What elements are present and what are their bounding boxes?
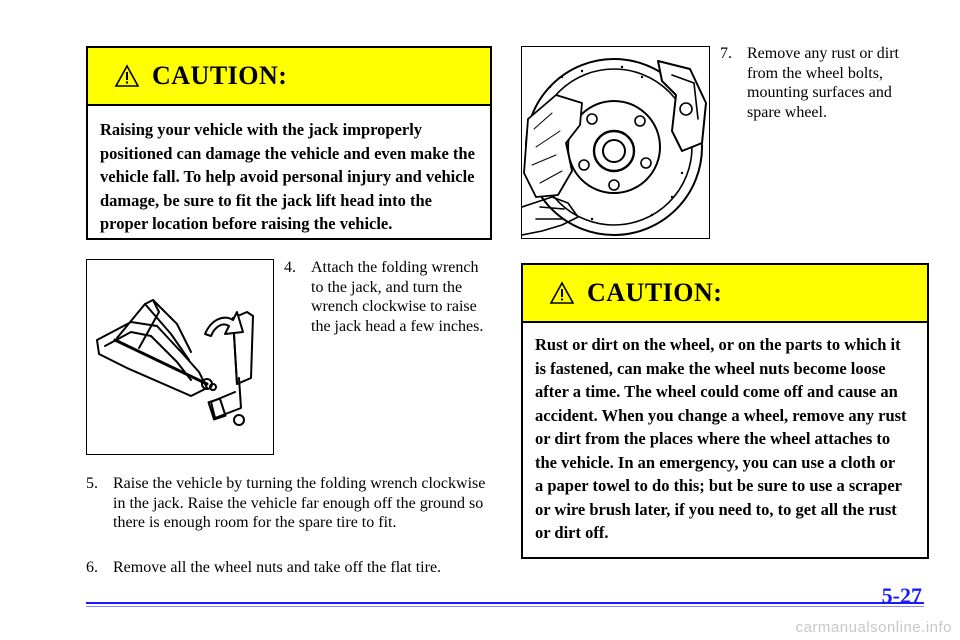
step-number: 7. xyxy=(720,45,732,62)
step-number: 5. xyxy=(86,475,98,492)
step-text: Attach the folding wrench to the jack, and turn the wrench clockwise to raise the jack head a few inches. xyxy=(311,259,484,335)
jack-wrench-drawing xyxy=(87,260,273,454)
hub-cleaning-drawing xyxy=(522,47,709,238)
caution-box-jack xyxy=(86,46,492,240)
caution-box-rust xyxy=(521,263,929,559)
warning-triangle-icon xyxy=(549,281,575,305)
footer-rule xyxy=(86,602,924,604)
step-5 xyxy=(86,474,496,533)
step-4 xyxy=(284,258,484,336)
watermark: carmanualsonline.info xyxy=(795,619,952,636)
caution-text: Raising your vehicle with the jack improperly positioned can damage the vehicle and even make the vehicle fall. To help avoid personal injury and vehicle damage, be sure to fit the jack lift head into the proper location before raising the vehicle. xyxy=(100,120,475,233)
warning-triangle-icon xyxy=(114,64,140,88)
wheel-hub-illustration xyxy=(521,46,710,239)
footer-rule-thin xyxy=(86,606,924,607)
step-text: Raise the vehicle by turning the folding wrench clockwise in the jack. Raise the vehicle far enough off the ground so there is enough room for the spare tire to fit. xyxy=(113,475,486,531)
jack-illustration xyxy=(86,259,274,455)
page-number: 5-27 xyxy=(881,583,922,608)
caution-header xyxy=(523,265,927,323)
caution-title: CAUTION: xyxy=(152,61,288,90)
step-text: Remove any rust or dirt from the wheel bolts, mounting surfaces and spare wheel. xyxy=(747,45,899,121)
step-6 xyxy=(86,558,506,578)
step-number: 6. xyxy=(86,559,98,576)
step-7 xyxy=(720,44,920,122)
caution-text: Rust or dirt on the wheel, or on the parts to which it is fastened, can make the wheel nuts become loose after a time. The wheel could come off and cause an accident. When you change a wheel, remove any rust or dirt from the places where the wheel attaches to the vehicle. In an emergency, you can use a cloth or a paper towel to do this; but be sure to use a scraper or wire brush later, if you need to, to get all the rust or dirt off. xyxy=(535,335,907,542)
step-number: 4. xyxy=(284,259,296,276)
step-text: Remove all the wheel nuts and take off the flat tire. xyxy=(113,559,442,576)
caution-title: CAUTION: xyxy=(587,278,723,307)
caution-header xyxy=(88,48,490,106)
